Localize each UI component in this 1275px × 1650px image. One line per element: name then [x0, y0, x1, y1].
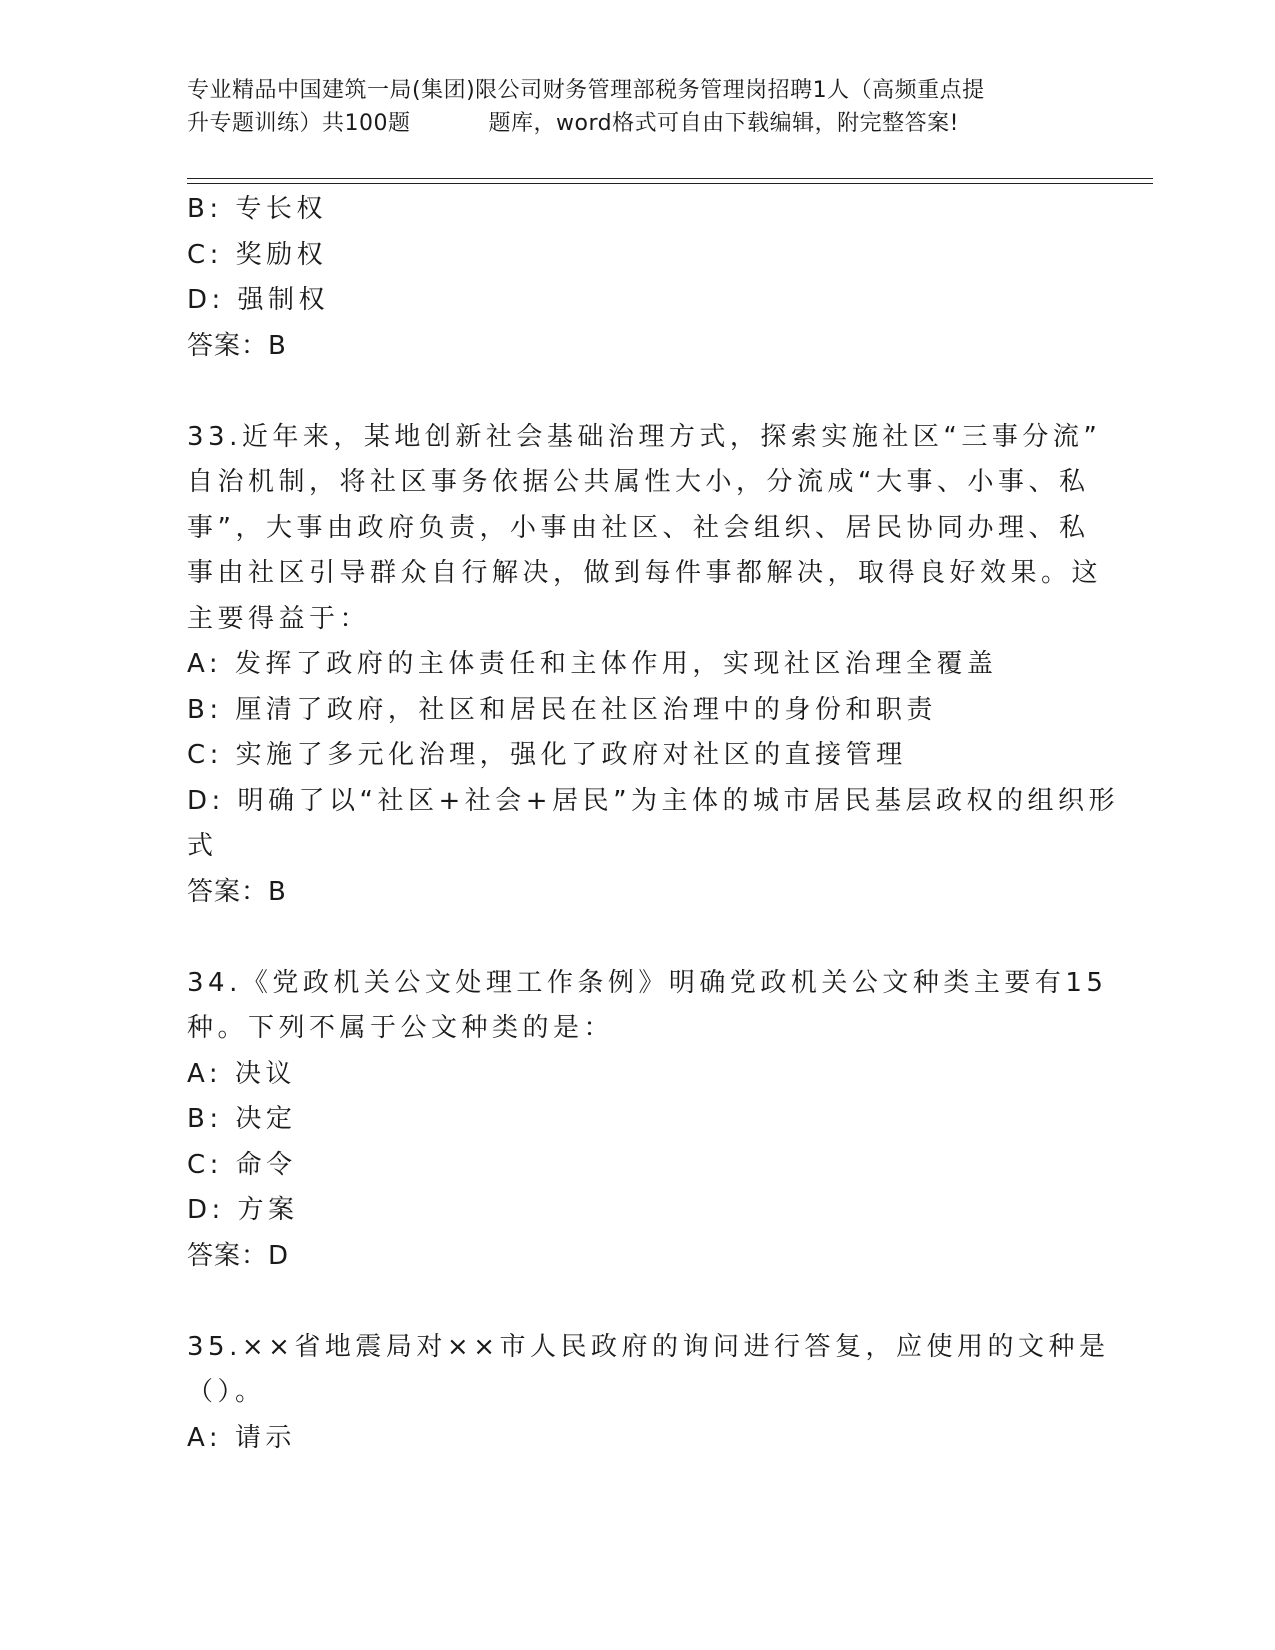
header-divider-bottom: [187, 183, 1153, 184]
q34-stem-line: 34.《党政机关公文处理工作条例》明确党政机关公文种类主要有15: [187, 967, 1108, 998]
q33-option-b: B: 厘清了政府，社区和居民在社区治理中的身份和职责: [187, 694, 937, 725]
q33-stem-line: 事由社区引导群众自行解决，做到每件事都解决，取得良好效果。这: [187, 558, 1103, 588]
q33-option-d-line: D: 明确了以“社区+社会+居民”为主体的城市居民基层政权的组织形: [187, 785, 1120, 816]
q35-stem-line: 35.××省地震局对××市人民政府的询问进行答复，应使用的文种是: [187, 1331, 1110, 1362]
q33-option-d-line: 式: [187, 831, 218, 861]
q32-option-d: D: 强制权: [187, 285, 330, 315]
header-line-2: [187, 107, 1087, 140]
q33-stem-line: 主要得益于：: [187, 603, 371, 634]
q35-option-a: A: 请示: [187, 1422, 296, 1453]
q34-answer: 答案：D: [187, 1240, 290, 1271]
q34-option-c: C: 命令: [187, 1149, 297, 1180]
q32-option-b: B: 专长权: [187, 194, 327, 224]
q33-stem-line: 自治机制，将社区事务依据公共属性大小，分流成“大事、小事、私: [187, 467, 1090, 497]
header-line-1: 专业精品中国建筑一局(集团)限公司财务管理部税务管理岗招聘1人（高频重点提: [187, 78, 985, 103]
q33-answer: 答案：B: [187, 876, 287, 907]
q33-stem-line: 33.近年来，某地创新社会基础治理方式，探索实施社区“三事分流”: [187, 421, 1102, 452]
header-divider-top: [187, 178, 1153, 179]
q35-stem-line: （）。: [187, 1377, 266, 1407]
q34-option-b: B: 决定: [187, 1104, 297, 1134]
header-line-2-right: 题库，word格式可自由下载编辑，附完整答案!: [488, 111, 959, 136]
q34-option-a: A: 决议: [187, 1058, 296, 1089]
page-header: [187, 74, 1087, 140]
q33-option-c: C: 实施了多元化治理，强化了政府对社区的直接管理: [187, 740, 907, 770]
q32-answer: 答案：B: [187, 330, 287, 361]
header-line-2-left: 升专题训练）共100题: [187, 111, 411, 136]
q34-option-d: D: 方案: [187, 1195, 299, 1225]
q32-option-c: C: 奖励权: [187, 239, 328, 270]
q33-stem-line: 事”，大事由政府负责，小事由社区、社会组织、居民协同办理、私: [187, 512, 1090, 543]
q34-stem-line: 种。下列不属于公文种类的是：: [187, 1013, 615, 1043]
q33-option-a: A: 发挥了政府的主体责任和主体作用，实现社区治理全覆盖: [187, 649, 998, 679]
document-body: [187, 187, 1120, 1461]
